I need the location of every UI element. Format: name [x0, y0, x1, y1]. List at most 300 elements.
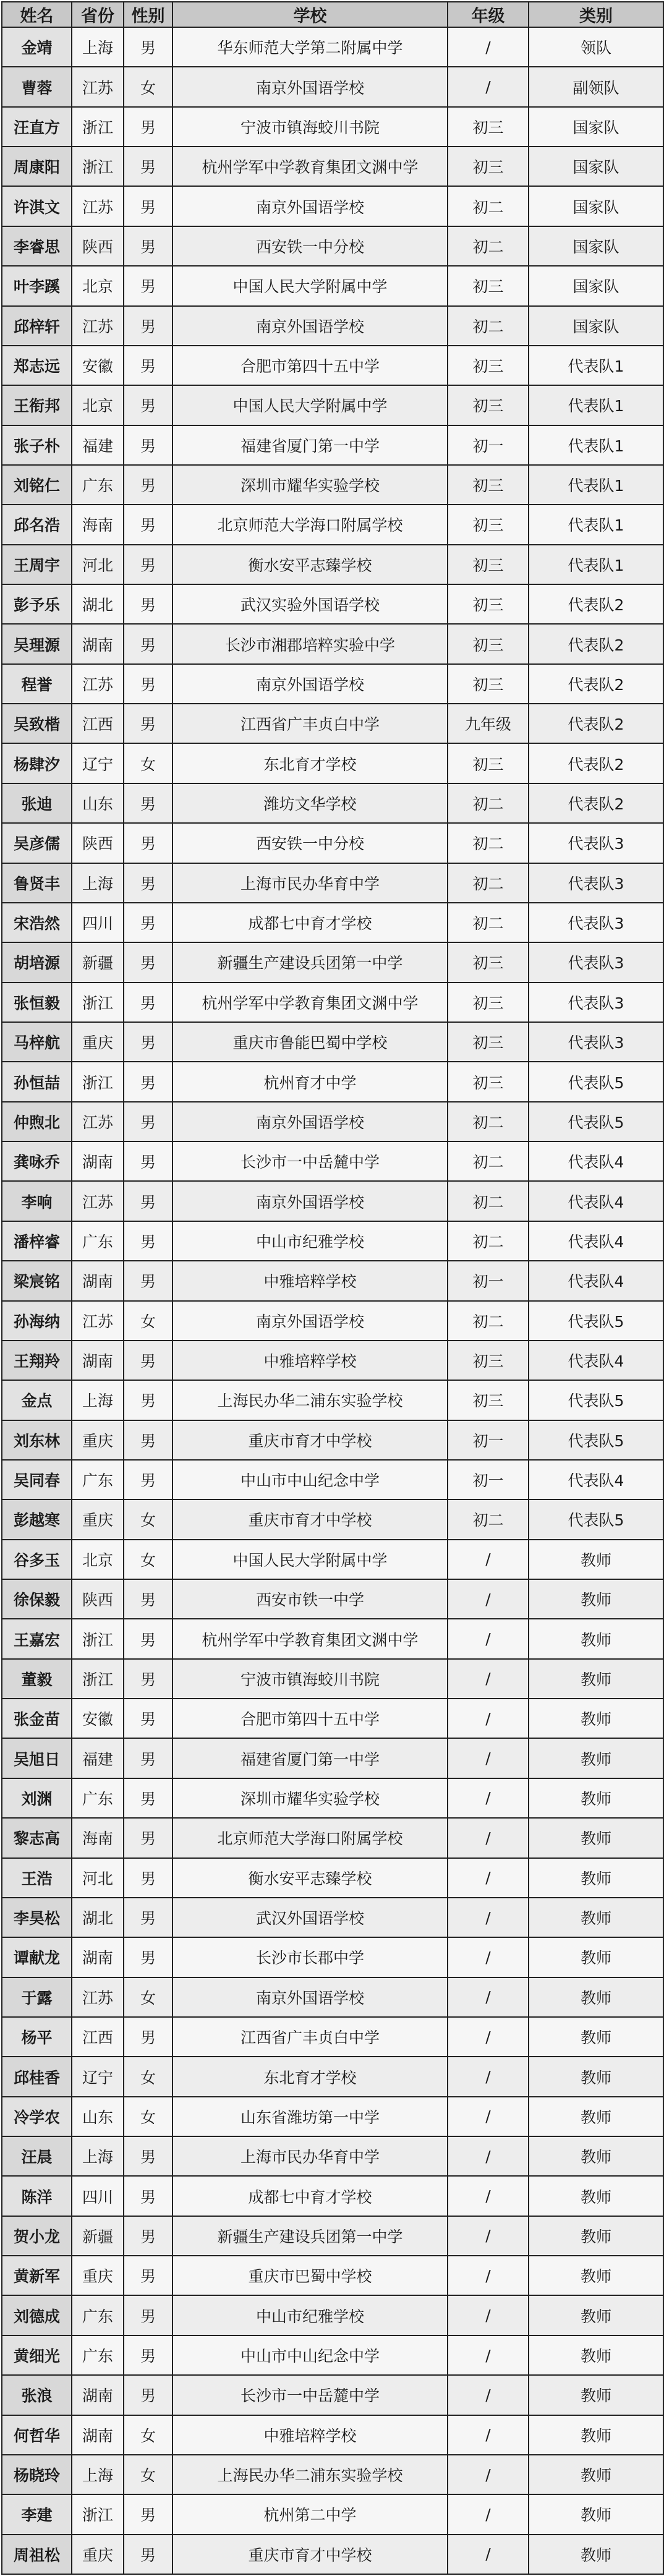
cell-province: 浙江: [72, 107, 124, 147]
cell-name: 刘德成: [2, 2295, 72, 2335]
cell-school: 成都七中育才学校: [172, 903, 448, 942]
cell-category: 代表队4: [529, 1221, 663, 1261]
cell-gender: 男: [124, 2136, 172, 2176]
cell-name: 贺小龙: [2, 2216, 72, 2256]
cell-name: 吴彦儒: [2, 823, 72, 863]
cell-gender: 男: [124, 1699, 172, 1738]
table-row: [2, 1380, 663, 1420]
cell-gender: 男: [124, 2375, 172, 2415]
cell-province: 辽宁: [72, 2057, 124, 2096]
cell-grade: /: [448, 1738, 529, 1778]
cell-grade: 初一: [448, 425, 529, 465]
cell-grade: /: [448, 1977, 529, 2017]
cell-gender: 女: [124, 1301, 172, 1341]
cell-name: 杨晓玲: [2, 2455, 72, 2494]
cell-name: 汪晨: [2, 2136, 72, 2176]
cell-grade: /: [448, 1937, 529, 1977]
table-row: [2, 1977, 663, 2017]
table-row: [2, 186, 663, 226]
cell-name: 吴理源: [2, 624, 72, 663]
table-row: [2, 1738, 663, 1778]
table-row: [2, 2057, 663, 2096]
cell-grade: 初三: [448, 465, 529, 505]
cell-name: 邱桂香: [2, 2057, 72, 2096]
table-row: [2, 1858, 663, 1898]
cell-province: 安徽: [72, 346, 124, 385]
cell-category: 代表队2: [529, 584, 663, 624]
cell-name: 王翔羚: [2, 1341, 72, 1380]
cell-grade: /: [448, 2535, 529, 2574]
cell-category: 代表队1: [529, 385, 663, 425]
cell-school: 南京外国语学校: [172, 664, 448, 704]
cell-province: 江西: [72, 2017, 124, 2057]
cell-grade: /: [448, 2097, 529, 2136]
cell-gender: 男: [124, 1579, 172, 1619]
cell-category: 代表队3: [529, 942, 663, 982]
cell-school: 武汉外国语学校: [172, 1898, 448, 1937]
cell-gender: 男: [124, 1022, 172, 1062]
cell-grade: 初三: [448, 743, 529, 783]
cell-province: 陕西: [72, 1579, 124, 1619]
table-row: [2, 385, 663, 425]
cell-school: 新疆生产建设兵团第一中学: [172, 942, 448, 982]
cell-grade: /: [448, 2494, 529, 2534]
cell-province: 北京: [72, 1540, 124, 1579]
cell-category: 教师: [529, 1977, 663, 2017]
table-row: [2, 584, 663, 624]
cell-gender: 女: [124, 1977, 172, 2017]
table-row: [2, 704, 663, 743]
cell-gender: 男: [124, 983, 172, 1022]
cell-name: 吴旭日: [2, 1738, 72, 1778]
table-row: [2, 27, 663, 67]
cell-category: 代表队4: [529, 1341, 663, 1380]
cell-school: 华东师范大学第二附属中学: [172, 27, 448, 67]
cell-gender: 女: [124, 2455, 172, 2494]
cell-province: 浙江: [72, 1659, 124, 1699]
cell-gender: 男: [124, 1818, 172, 1857]
cell-category: 代表队2: [529, 624, 663, 663]
cell-category: 领队: [529, 27, 663, 67]
cell-gender: 男: [124, 2494, 172, 2534]
table-row: [2, 1022, 663, 1062]
cell-school: 上海市民办华育中学: [172, 2136, 448, 2176]
cell-school: 深圳市耀华实验学校: [172, 465, 448, 505]
cell-gender: 女: [124, 1499, 172, 1539]
cell-province: 上海: [72, 2136, 124, 2176]
table-row: [2, 743, 663, 783]
cell-category: 代表队4: [529, 1261, 663, 1300]
cell-grade: 初三: [448, 1341, 529, 1380]
cell-school: 长沙市一中岳麓中学: [172, 2375, 448, 2415]
table-body: [2, 27, 663, 2574]
cell-gender: 男: [124, 863, 172, 903]
cell-category: 教师: [529, 1699, 663, 1738]
cell-school: 杭州育才中学: [172, 1062, 448, 1101]
cell-school: 成都七中育才学校: [172, 2176, 448, 2216]
cell-school: 南京外国语学校: [172, 186, 448, 226]
cell-grade: /: [448, 1699, 529, 1738]
table-row: [2, 1540, 663, 1579]
cell-category: 教师: [529, 2335, 663, 2375]
cell-grade: /: [448, 27, 529, 67]
cell-grade: 初三: [448, 545, 529, 584]
cell-category: 教师: [529, 2295, 663, 2335]
table-row: [2, 664, 663, 704]
cell-province: 新疆: [72, 942, 124, 982]
cell-grade: /: [448, 2176, 529, 2216]
cell-grade: 初三: [448, 983, 529, 1022]
cell-province: 湖南: [72, 2415, 124, 2455]
table-row: [2, 226, 663, 266]
roster-table-container: [1, 1, 663, 2575]
table-row: [2, 425, 663, 465]
cell-gender: 男: [124, 1341, 172, 1380]
cell-grade: 初二: [448, 1141, 529, 1181]
table-row: [2, 2216, 663, 2256]
cell-province: 福建: [72, 425, 124, 465]
cell-province: 重庆: [72, 1499, 124, 1539]
cell-category: 代表队4: [529, 1181, 663, 1221]
cell-gender: 男: [124, 2176, 172, 2216]
cell-grade: /: [448, 2216, 529, 2256]
cell-category: 代表队5: [529, 1102, 663, 1141]
cell-grade: /: [448, 1540, 529, 1579]
cell-school: 西安市铁一中学: [172, 1579, 448, 1619]
table-row: [2, 465, 663, 505]
cell-name: 胡培源: [2, 942, 72, 982]
header-province: 省份: [72, 2, 124, 27]
table-row: [2, 2256, 663, 2295]
cell-school: 福建省厦门第一中学: [172, 1738, 448, 1778]
cell-name: 吴致楷: [2, 704, 72, 743]
table-row: [2, 346, 663, 385]
cell-province: 上海: [72, 1380, 124, 1420]
cell-school: 杭州学军中学教育集团文渊中学: [172, 1619, 448, 1658]
cell-gender: 男: [124, 1221, 172, 1261]
table-row: [2, 1181, 663, 1221]
cell-province: 浙江: [72, 1062, 124, 1101]
cell-school: 重庆市巴蜀中学校: [172, 2256, 448, 2295]
table-row: [2, 1221, 663, 1261]
cell-school: 深圳市耀华实验学校: [172, 1778, 448, 1818]
cell-province: 重庆: [72, 1022, 124, 1062]
cell-gender: 男: [124, 1261, 172, 1300]
cell-name: 刘东林: [2, 1420, 72, 1460]
header-grade: 年级: [448, 2, 529, 27]
cell-gender: 男: [124, 1619, 172, 1658]
table-row: [2, 1818, 663, 1857]
cell-gender: 男: [124, 1141, 172, 1181]
cell-name: 何哲华: [2, 2415, 72, 2455]
table-row: [2, 1699, 663, 1738]
cell-school: 潍坊文华学校: [172, 783, 448, 823]
cell-grade: 初三: [448, 942, 529, 982]
cell-province: 安徽: [72, 1699, 124, 1738]
table-row: [2, 1499, 663, 1539]
cell-gender: 女: [124, 2097, 172, 2136]
table-row: [2, 2097, 663, 2136]
cell-name: 杨肆汐: [2, 743, 72, 783]
cell-name: 董毅: [2, 1659, 72, 1699]
cell-name: 张子朴: [2, 425, 72, 465]
cell-school: 南京外国语学校: [172, 1301, 448, 1341]
cell-province: 湖南: [72, 624, 124, 663]
cell-school: 江西省广丰贞白中学: [172, 2017, 448, 2057]
cell-grade: 初二: [448, 783, 529, 823]
cell-province: 江苏: [72, 1977, 124, 2017]
cell-name: 邱梓轩: [2, 306, 72, 346]
cell-school: 南京外国语学校: [172, 1102, 448, 1141]
cell-category: 教师: [529, 1858, 663, 1898]
header-school: 学校: [172, 2, 448, 27]
table-header: [2, 2, 663, 27]
cell-province: 湖北: [72, 1898, 124, 1937]
cell-grade: 初二: [448, 306, 529, 346]
table-row: [2, 2335, 663, 2375]
header-gender: 性别: [124, 2, 172, 27]
header-name: 姓名: [2, 2, 72, 27]
cell-grade: /: [448, 1818, 529, 1857]
cell-school: 中雅培粹学校: [172, 2415, 448, 2455]
cell-category: 代表队5: [529, 1420, 663, 1460]
cell-name: 刘渊: [2, 1778, 72, 1818]
cell-school: 南京外国语学校: [172, 1977, 448, 2017]
cell-name: 许淇文: [2, 186, 72, 226]
cell-school: 南京外国语学校: [172, 67, 448, 106]
cell-gender: 男: [124, 2216, 172, 2256]
cell-province: 广东: [72, 2335, 124, 2375]
cell-school: 北京师范大学海口附属学校: [172, 505, 448, 544]
cell-school: 中国人民大学附属中学: [172, 385, 448, 425]
table-row: [2, 505, 663, 544]
cell-name: 周康阳: [2, 147, 72, 186]
cell-province: 江苏: [72, 1181, 124, 1221]
table-row: [2, 783, 663, 823]
cell-category: 教师: [529, 1738, 663, 1778]
cell-gender: 男: [124, 2256, 172, 2295]
table-row: [2, 1301, 663, 1341]
cell-category: 教师: [529, 2256, 663, 2295]
cell-province: 重庆: [72, 1420, 124, 1460]
cell-school: 新疆生产建设兵团第一中学: [172, 2216, 448, 2256]
cell-gender: 男: [124, 306, 172, 346]
cell-grade: 初三: [448, 505, 529, 544]
cell-name: 李建: [2, 2494, 72, 2534]
cell-province: 广东: [72, 1221, 124, 1261]
cell-name: 王周宇: [2, 545, 72, 584]
cell-province: 重庆: [72, 2535, 124, 2574]
table-row: [2, 266, 663, 305]
cell-category: 代表队5: [529, 1499, 663, 1539]
cell-grade: /: [448, 1778, 529, 1818]
cell-school: 长沙市长郡中学: [172, 1937, 448, 1977]
cell-name: 宋浩然: [2, 903, 72, 942]
cell-school: 衡水安平志臻学校: [172, 545, 448, 584]
cell-school: 中国人民大学附属中学: [172, 266, 448, 305]
cell-school: 重庆市育才中学校: [172, 1499, 448, 1539]
cell-province: 北京: [72, 385, 124, 425]
cell-category: 代表队3: [529, 1022, 663, 1062]
cell-school: 杭州学军中学教育集团文渊中学: [172, 147, 448, 186]
cell-name: 程誉: [2, 664, 72, 704]
cell-category: 教师: [529, 2375, 663, 2415]
cell-gender: 男: [124, 584, 172, 624]
cell-grade: /: [448, 1898, 529, 1937]
table-row: [2, 983, 663, 1022]
cell-grade: 初一: [448, 1420, 529, 1460]
table-row: [2, 1261, 663, 1300]
cell-gender: 女: [124, 2057, 172, 2096]
cell-grade: 初三: [448, 147, 529, 186]
cell-name: 李睿思: [2, 226, 72, 266]
cell-province: 广东: [72, 465, 124, 505]
cell-province: 江苏: [72, 67, 124, 106]
cell-gender: 女: [124, 67, 172, 106]
cell-category: 教师: [529, 2216, 663, 2256]
table-row: [2, 1898, 663, 1937]
cell-name: 王嘉宏: [2, 1619, 72, 1658]
cell-category: 教师: [529, 1540, 663, 1579]
cell-name: 彭越寒: [2, 1499, 72, 1539]
cell-grade: 初三: [448, 1380, 529, 1420]
cell-gender: 男: [124, 903, 172, 942]
cell-gender: 男: [124, 664, 172, 704]
table-row: [2, 1341, 663, 1380]
cell-school: 东北育才学校: [172, 743, 448, 783]
cell-name: 仲煦北: [2, 1102, 72, 1141]
cell-grade: 初三: [448, 385, 529, 425]
cell-name: 潘梓睿: [2, 1221, 72, 1261]
table-row: [2, 2415, 663, 2455]
cell-province: 江苏: [72, 1102, 124, 1141]
cell-grade: 初一: [448, 1460, 529, 1499]
cell-category: 代表队2: [529, 743, 663, 783]
cell-province: 上海: [72, 2455, 124, 2494]
cell-school: 长沙市湘郡培粹实验中学: [172, 624, 448, 663]
cell-name: 龚咏乔: [2, 1141, 72, 1181]
cell-name: 王浩: [2, 1858, 72, 1898]
cell-category: 教师: [529, 2136, 663, 2176]
cell-gender: 男: [124, 1898, 172, 1937]
cell-gender: 男: [124, 942, 172, 982]
cell-name: 梁宸铭: [2, 1261, 72, 1300]
cell-grade: /: [448, 2136, 529, 2176]
cell-school: 北京师范大学海口附属学校: [172, 1818, 448, 1857]
cell-school: 中雅培粹学校: [172, 1341, 448, 1380]
cell-school: 中国人民大学附属中学: [172, 1540, 448, 1579]
cell-grade: 初二: [448, 226, 529, 266]
cell-name: 孙恒喆: [2, 1062, 72, 1101]
table-row: [2, 2535, 663, 2574]
table-row: [2, 1460, 663, 1499]
cell-grade: 初三: [448, 624, 529, 663]
cell-grade: 初二: [448, 863, 529, 903]
cell-grade: /: [448, 2335, 529, 2375]
cell-gender: 女: [124, 743, 172, 783]
cell-grade: /: [448, 2455, 529, 2494]
cell-name: 邱名浩: [2, 505, 72, 544]
cell-school: 宁波市镇海蛟川书院: [172, 1659, 448, 1699]
cell-province: 湖南: [72, 1141, 124, 1181]
cell-category: 国家队: [529, 306, 663, 346]
cell-province: 河北: [72, 545, 124, 584]
cell-category: 代表队3: [529, 903, 663, 942]
cell-grade: 初二: [448, 186, 529, 226]
cell-gender: 男: [124, 2017, 172, 2057]
table-row: [2, 2176, 663, 2216]
cell-province: 湖北: [72, 584, 124, 624]
cell-province: 湖南: [72, 1937, 124, 1977]
cell-category: 代表队4: [529, 1141, 663, 1181]
cell-province: 上海: [72, 27, 124, 67]
cell-grade: /: [448, 2415, 529, 2455]
cell-gender: 男: [124, 704, 172, 743]
cell-school: 杭州第二中学: [172, 2494, 448, 2534]
cell-gender: 男: [124, 1937, 172, 1977]
cell-name: 于露: [2, 1977, 72, 2017]
table-row: [2, 147, 663, 186]
table-row: [2, 624, 663, 663]
cell-category: 教师: [529, 1898, 663, 1937]
table-row: [2, 903, 663, 942]
cell-category: 教师: [529, 1659, 663, 1699]
cell-name: 彭予乐: [2, 584, 72, 624]
cell-category: 代表队2: [529, 783, 663, 823]
cell-province: 江苏: [72, 186, 124, 226]
cell-province: 广东: [72, 2295, 124, 2335]
cell-grade: /: [448, 2256, 529, 2295]
cell-category: 教师: [529, 2455, 663, 2494]
cell-gender: 男: [124, 425, 172, 465]
cell-category: 国家队: [529, 226, 663, 266]
cell-province: 湖南: [72, 1261, 124, 1300]
cell-province: 河北: [72, 1858, 124, 1898]
cell-province: 江苏: [72, 1301, 124, 1341]
cell-name: 黎志高: [2, 1818, 72, 1857]
cell-grade: 初三: [448, 664, 529, 704]
cell-province: 江西: [72, 704, 124, 743]
header-category: 类别: [529, 2, 663, 27]
cell-category: 代表队4: [529, 1460, 663, 1499]
cell-category: 教师: [529, 1778, 663, 1818]
cell-province: 北京: [72, 266, 124, 305]
cell-category: 教师: [529, 1579, 663, 1619]
cell-name: 金点: [2, 1380, 72, 1420]
cell-province: 新疆: [72, 2216, 124, 2256]
cell-category: 教师: [529, 1619, 663, 1658]
cell-gender: 男: [124, 1659, 172, 1699]
cell-gender: 男: [124, 346, 172, 385]
table-row: [2, 2136, 663, 2176]
cell-province: 陕西: [72, 226, 124, 266]
cell-category: 教师: [529, 2535, 663, 2574]
cell-name: 郑志远: [2, 346, 72, 385]
cell-gender: 男: [124, 2335, 172, 2375]
cell-grade: 初一: [448, 1261, 529, 1300]
cell-province: 上海: [72, 863, 124, 903]
cell-grade: 初二: [448, 1102, 529, 1141]
cell-gender: 男: [124, 1181, 172, 1221]
cell-name: 鲁贤丰: [2, 863, 72, 903]
table-row: [2, 1579, 663, 1619]
cell-gender: 男: [124, 1778, 172, 1818]
cell-name: 吴同春: [2, 1460, 72, 1499]
cell-school: 宁波市镇海蛟川书院: [172, 107, 448, 147]
cell-name: 黄新军: [2, 2256, 72, 2295]
cell-category: 教师: [529, 2494, 663, 2534]
cell-grade: /: [448, 1619, 529, 1658]
